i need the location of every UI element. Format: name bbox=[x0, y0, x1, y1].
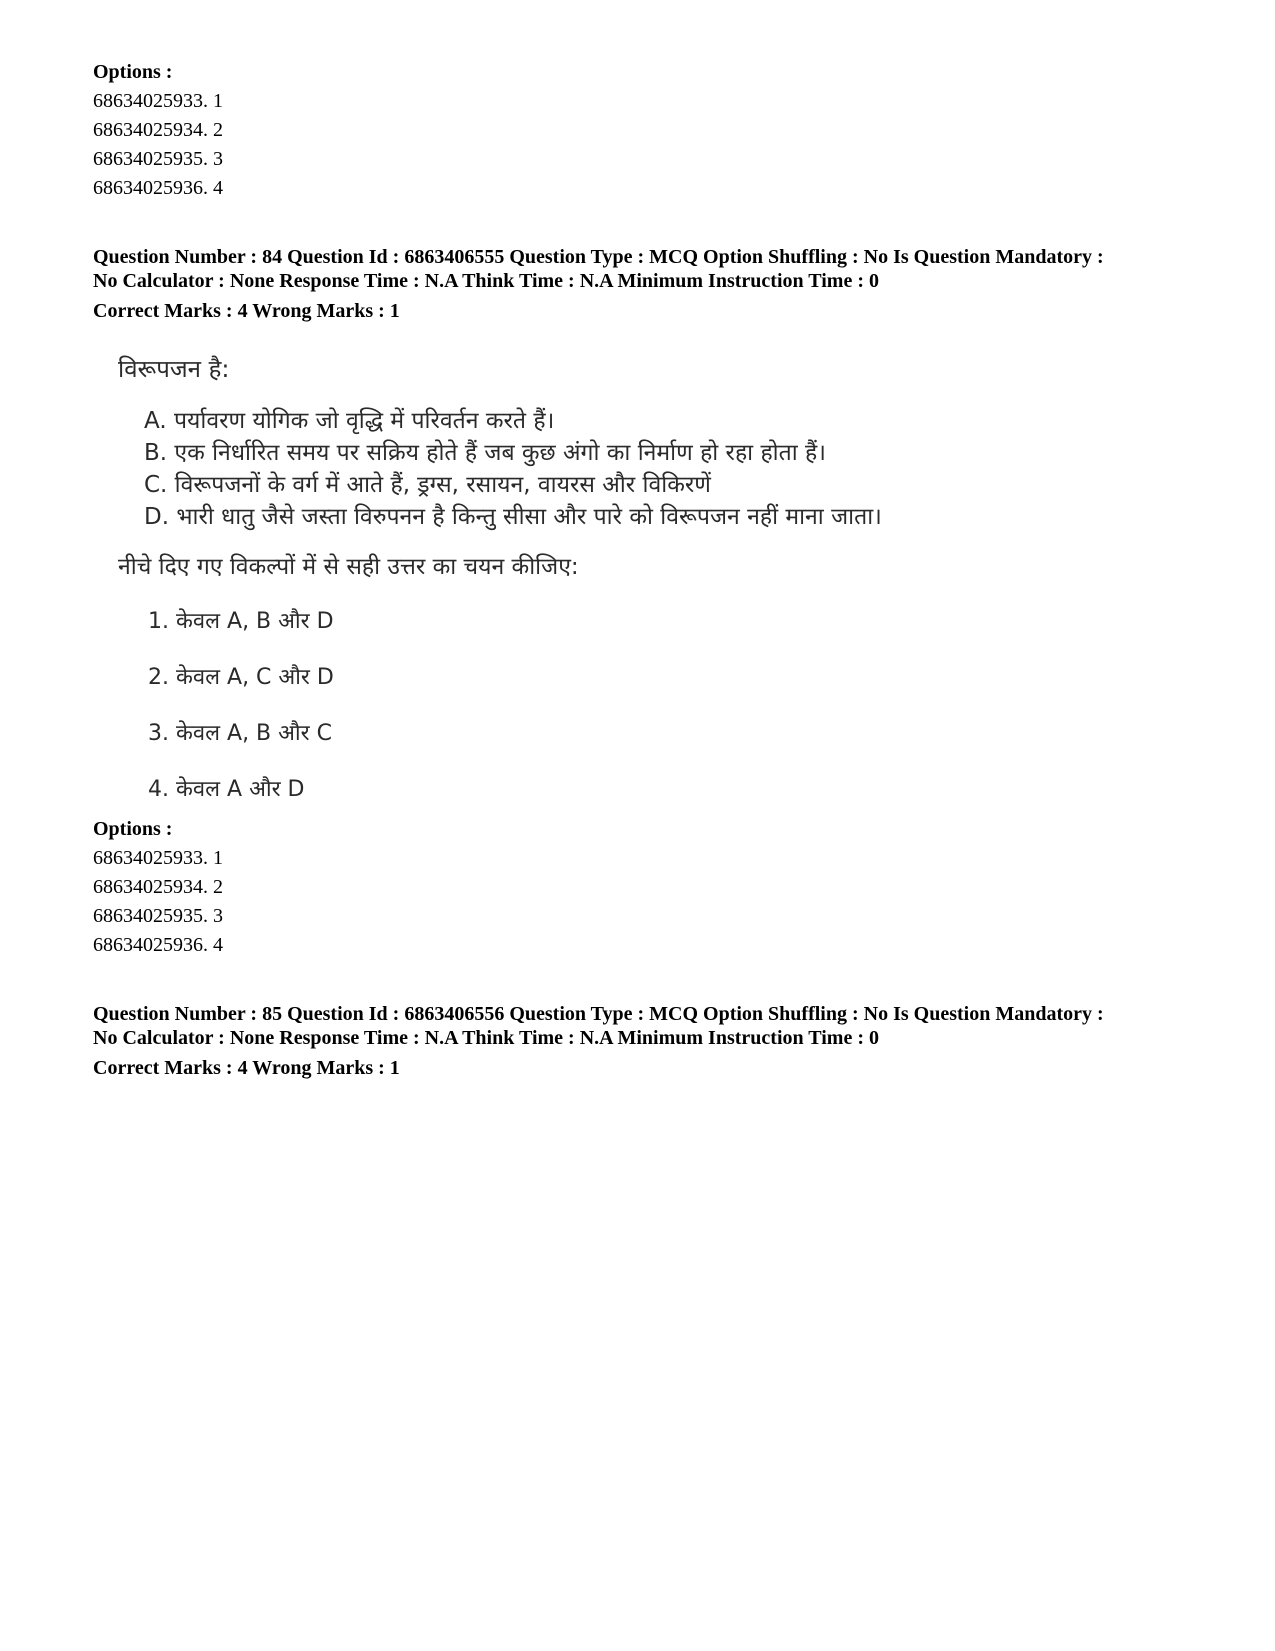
option-item: 68634025934. 2 bbox=[93, 119, 223, 141]
option-item: 68634025935. 3 bbox=[93, 905, 223, 927]
answer-choice-3: 3. केवल A, B और C bbox=[148, 721, 333, 746]
question-meta-line-1: Question Number : 84 Question Id : 6863406555 Question Type : MCQ Option Shuffling : No Is Question Mandatory : bbox=[93, 246, 1104, 268]
answer-choice-1: 1. केवल A, B और D bbox=[148, 609, 334, 634]
question-meta-line-2: No Calculator : None Response Time : N.A Think Time : N.A Minimum Instruction Time : 0 bbox=[93, 270, 879, 292]
question-84-header bbox=[93, 245, 1193, 323]
option-item: 68634025934. 2 bbox=[93, 876, 223, 898]
options-label: Options : bbox=[93, 61, 173, 83]
question-stem: विरूपजन है: bbox=[118, 355, 230, 383]
question-meta-line-2: No Calculator : None Response Time : N.A Think Time : N.A Minimum Instruction Time : 0 bbox=[93, 1027, 879, 1049]
question-85-header bbox=[93, 1002, 1193, 1080]
question-marks: Correct Marks : 4 Wrong Marks : 1 bbox=[93, 300, 400, 322]
option-item: 68634025933. 1 bbox=[93, 90, 223, 112]
question-prompt: नीचे दिए गए विकल्पों में से सही उत्तर का चयन कीजिए: bbox=[118, 554, 579, 580]
answer-choice-2: 2. केवल A, C और D bbox=[148, 665, 334, 690]
statement-a: A. पर्यावरण योगिक जो वृद्धि में परिवर्तन करते हैं। bbox=[144, 408, 555, 434]
question-84-options bbox=[93, 815, 1193, 960]
previous-question-options bbox=[93, 58, 1193, 203]
option-item: 68634025936. 4 bbox=[93, 934, 223, 956]
question-84-body bbox=[118, 353, 1018, 805]
option-item: 68634025935. 3 bbox=[93, 148, 223, 170]
question-meta-line-1: Question Number : 85 Question Id : 6863406556 Question Type : MCQ Option Shuffling : No Is Question Mandatory : bbox=[93, 1003, 1104, 1025]
answer-choice-4: 4. केवल A और D bbox=[148, 777, 305, 802]
options-label: Options : bbox=[93, 818, 173, 840]
option-item: 68634025936. 4 bbox=[93, 177, 223, 199]
option-item: 68634025933. 1 bbox=[93, 847, 223, 869]
statement-c: C. विरूपजनों के वर्ग में आते हैं, ड्रग्स, रसायन, वायरस और विकिरणें bbox=[144, 472, 711, 498]
question-marks: Correct Marks : 4 Wrong Marks : 1 bbox=[93, 1057, 400, 1079]
statement-b: B. एक निर्धारित समय पर सक्रिय होते हैं जब कुछ अंगो का निर्माण हो रहा होता हैं। bbox=[144, 440, 826, 466]
statement-d: D. भारी धातु जैसे जस्ता विरुपनन है किन्तु सीसा और पारे को विरूपजन नहीं माना जाता। bbox=[144, 504, 882, 530]
